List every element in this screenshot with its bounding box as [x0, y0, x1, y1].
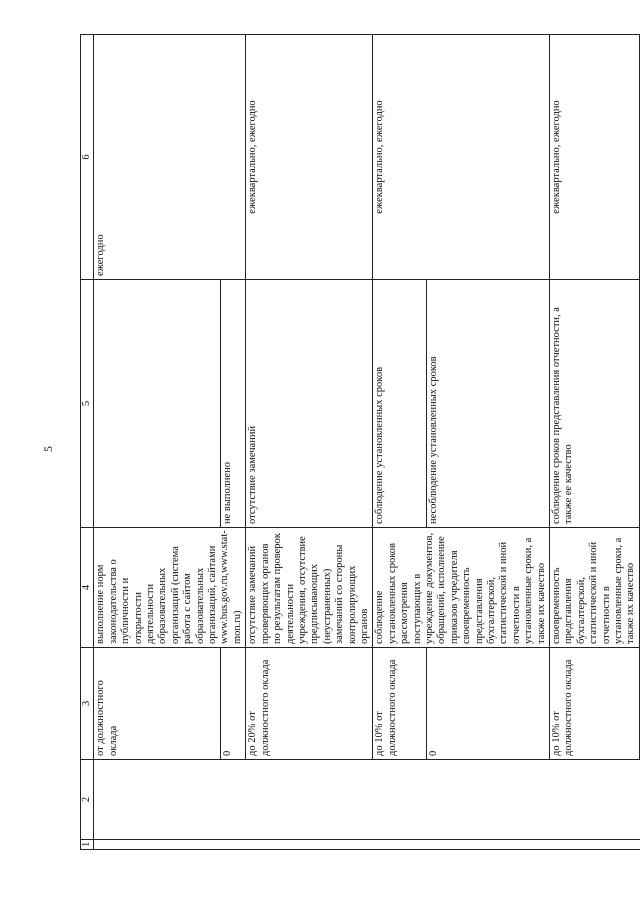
cell-payment: от должностного оклада	[94, 648, 221, 760]
cell-criterion: выполнение норм законодательства о публичности и открытости деятельности образовательных организаций (система работа с сайтом образовательных организаций, сайтами www.bus.gov.ru,www.stat-mon.ru)	[94, 528, 246, 648]
cell-col-2	[94, 760, 640, 840]
cell-period: ежеквартально, ежегодно	[373, 35, 550, 280]
cell-criterion: отсутствие замечаний проверяющих органов по результатам проверок деятельности учреждения, отсутствие предписывающих (неустраненных) замечаний со стороны контролирующих органов	[246, 528, 373, 648]
table-row	[550, 35, 640, 850]
criteria-table	[80, 34, 640, 850]
cell-indicator: несоблюдение установленных сроков	[426, 280, 549, 528]
cell-indicator: не выполнено	[221, 280, 246, 528]
header-col-4: 4	[81, 528, 94, 648]
header-col-2: 2	[81, 760, 94, 840]
cell-indicator: отсутствие замечаний	[246, 280, 373, 528]
table-row	[373, 35, 427, 850]
cell-period: ежегодно	[94, 35, 246, 280]
cell-payment: до 10% от должностного оклада	[373, 648, 427, 760]
header-col-5: 5	[81, 280, 94, 528]
cell-period: ежеквартально, ежегодно	[246, 35, 373, 280]
rotated-page-content	[80, 35, 637, 850]
table-row	[246, 35, 373, 850]
cell-indicator	[94, 280, 221, 528]
cell-payment: 0	[221, 648, 246, 760]
header-col-3: 3	[81, 648, 94, 760]
header-col-6: 6	[81, 35, 94, 280]
table-row	[94, 35, 221, 850]
cell-period: ежеквартально, ежегодно	[550, 35, 640, 280]
cell-payment: 0	[426, 648, 549, 760]
cell-col-1	[94, 840, 640, 850]
cell-indicator: соблюдение установленных сроков	[373, 280, 427, 528]
cell-criterion: соблюдение установленных сроков рассмотрения поступающих в учреждение документов, обращений, исполнение приказов учредителя своевременность представления бухгалтерской, статистической и иной отчетности в установленные сроки, а также их качество	[373, 528, 550, 648]
header-row	[81, 35, 94, 850]
header-col-1: 1	[81, 840, 94, 850]
cell-criterion: своевременность представления бухгалтерской, статистической и иной отчетности в установленные сроки, а также их качество	[550, 528, 640, 648]
cell-payment: до 10% от должностного оклада	[550, 648, 640, 760]
cell-payment: до 20% от должностного оклада	[246, 648, 373, 760]
cell-indicator: соблюдение сроков представления отчетности, а также ее качество	[550, 280, 640, 528]
page-number: 5	[41, 446, 55, 452]
